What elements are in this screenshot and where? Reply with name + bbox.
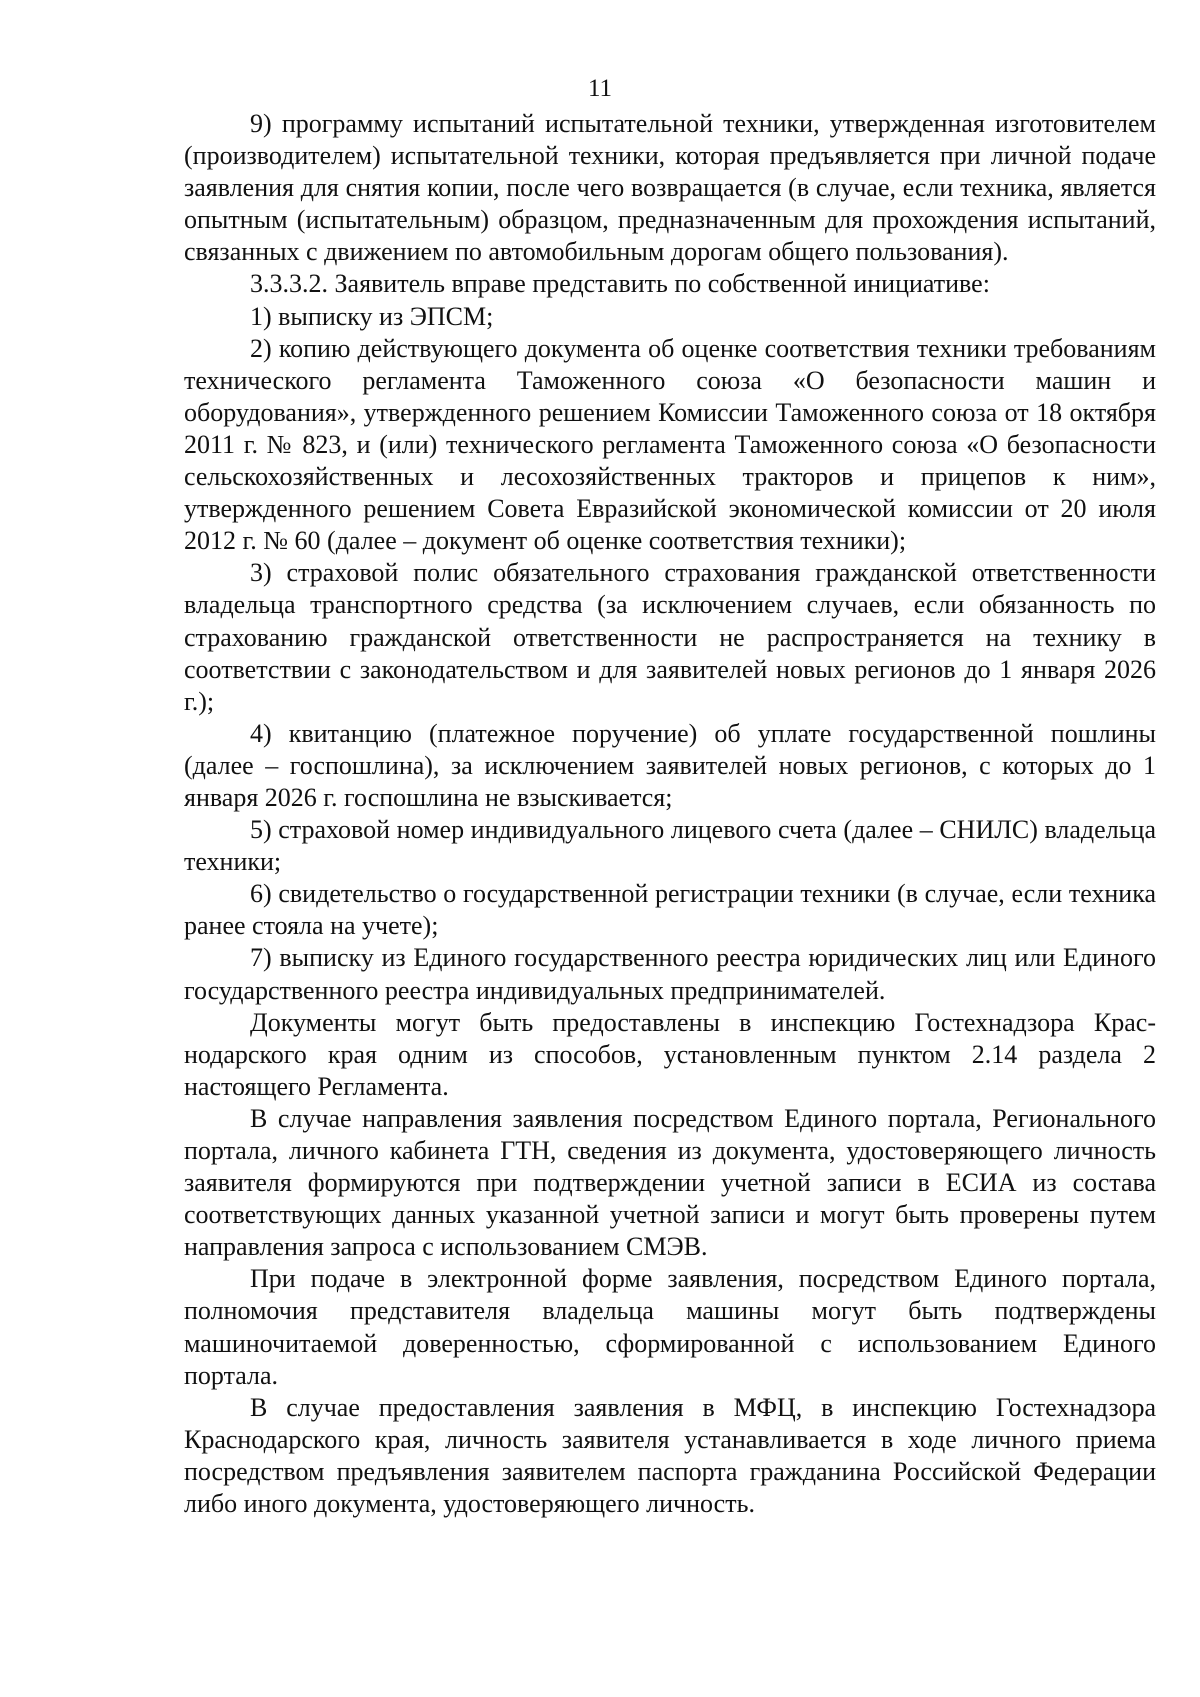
paragraph-section-3-3-3-2: 3.3.3.2. Заявитель вправе представить по собственной инициативе: xyxy=(250,269,990,299)
paragraph-item-1-epsm-extract: 1) выписку из ЭПСМ; xyxy=(250,301,494,331)
paragraph-item-3-insurance-policy: 3) страховой полис обязательного страхования гражданской ответственности владельца транспортного средства (за исключением случаев, если обязанность по страхованию гражданской ответственности не распространяется на технику в соответствии с законодательством и для заявителей новых регионов до 1 января 2026 г.); xyxy=(184,558,1156,716)
paragraph-item-2-conformity-document: 2) копию действующего документа об оценке соответствия техники требованиям технического регламента Таможенного союза «О безопасности машин и оборудования», утвержденного решением Комиссии Таможенного союза от 18 октября 2011 г. № 823, и (или) технического регламента Таможенного союза «О безопасности сельскохозяйственных и лесохозяйственных тракторов и прицепов к ним», утвержденного решением Совета Евразийской экономической комиссии от 20 июля 2012 г. № 60 (далее – документ об оценке соответствия техники); xyxy=(184,333,1156,556)
paragraph-portal-submission: В случае направления заявления посредством Единого портала, Регионального портала, личного кабинета ГТН, сведения из документа, удостоверяющего личность заявителя формируются при подтверждении учетной записи в ЕСИА из состава соответствующих данных указанной учетной записи и могут быть проверены путем направления запроса с использованием СМЭВ. xyxy=(184,1103,1156,1262)
page-number: 11 xyxy=(587,75,613,102)
paragraph-item-5-snils: 5) страховой номер индивидуального лицевого счета (далее – СНИЛС) владельца техники; xyxy=(184,815,1156,877)
paragraph-item-7-registry-extract: 7) выписку из Единого государственного реестра юридических лиц или Единого государственного реестра индивидуальных предпринимателей. xyxy=(184,943,1156,1005)
paragraph-item-6-registration-certificate: 6) свидетельство о государственной регистрации техники (в случае, если техника ранее стояла на учете); xyxy=(184,879,1156,941)
paragraph-mfc-submission: В случае предоставления заявления в МФЦ, в инспекцию Гостехнадзора Краснодарского края, личность заявителя устанавливается в ходе личного приема посредством предъявления заявителем паспорта гражданина Российской Федерации либо иного документа, удостоверяющего личность. xyxy=(184,1392,1156,1519)
document-body xyxy=(184,108,1156,1520)
paragraph-item-9-test-program: 9) программу испытаний испытательной техники, утвержденная изготовителем (производителем) испытательной техники, которая предъявляется при личной подаче заявления для снятия копии, после чего возвращается (в случае, если техника, является опытным (испытательным) образцом, предназначенным для прохождения испытаний, связанных с движением по автомобильным дорогам общего пользования). xyxy=(184,109,1156,267)
paragraph-electronic-form: При подаче в электронной форме заявления, посредством Единого портала, полномочия представителя владельца машины могут быть подтверждены машиночитаемой доверенностью, сформированной с использованием Единого портала. xyxy=(184,1264,1156,1390)
paragraph-item-4-state-fee-receipt: 4) квитанцию (платежное поручение) об уплате государственной пошлины (далее – госпошлина), за исключением заявителей новых регионов, с которых до 1 января 2026 г. госпошлина не взыскивается; xyxy=(184,718,1156,812)
paragraph-submission-methods: Документы могут быть предоставлены в инспекцию Гостехнадзора Краснодарского края одним из способов, установленным пунктом 2.14 раздела 2 настоящего Регламента. xyxy=(184,1007,1156,1101)
